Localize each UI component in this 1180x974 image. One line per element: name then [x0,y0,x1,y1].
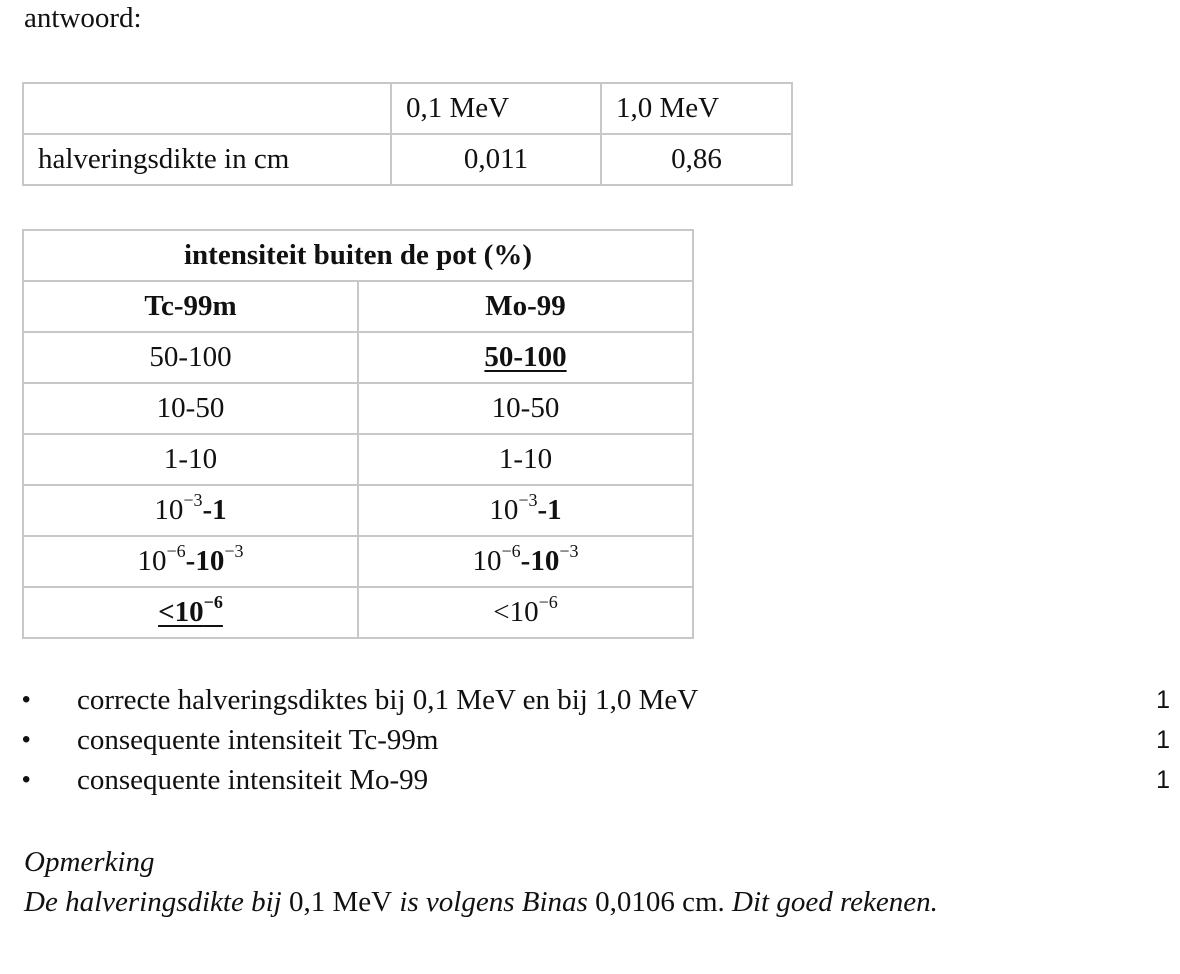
bullet-dot: • [22,766,31,793]
cell-value [492,392,560,424]
cell-base: 50-100 [484,341,567,373]
tc-99m-cell [23,434,358,485]
cell-base: <10 [493,596,539,628]
cell-base: <10 [158,596,204,628]
table-row [23,134,792,185]
cell-base: 10-50 [491,392,560,424]
note-part: 0,1 MeV [288,886,393,918]
mo-99-cell [358,332,693,383]
intensity-table-body [23,332,693,638]
row-label: halveringsdikte in cm [23,134,391,185]
table-title: intensiteit buiten de pot (%) [23,230,693,281]
cell-rest: -1 [202,494,227,526]
cell-exponent: −6 [166,541,186,561]
tc-99m-cell [23,587,358,638]
cell-value [164,443,217,475]
table-header-row [23,281,693,332]
table-header-row [23,83,792,134]
bullet-text: consequente intensiteit Tc-99m [77,724,439,756]
bullet-item [22,682,1172,722]
header-cell-0-1-mev: 0,1 MeV [391,83,601,134]
bullet-score: 1 [1156,766,1170,794]
cell-value [157,392,225,424]
note-part: 0,0106 cm. [595,886,725,918]
cell-rest: -10 [185,545,225,577]
note-title: Opmerking [24,846,155,878]
cell-exponent: −3 [183,490,203,510]
bullet-text: consequente intensiteit Mo-99 [77,764,429,796]
header-cell-empty [23,83,391,134]
bullet-item [22,762,1172,802]
table-row [23,587,693,638]
note-body [24,882,1064,922]
header-cell-1-0-mev: 1,0 MeV [601,83,792,134]
heading: antwoord: [24,2,142,34]
table-row [23,332,693,383]
tc-99m-cell [23,485,358,536]
tc-99m-cell [23,383,358,434]
cell-base: 50-100 [149,341,232,373]
cell-exponent-2: −3 [559,541,579,561]
cell-value [493,592,558,628]
cell-base: 10 [137,545,167,577]
cell-value [484,341,566,373]
halveringsdikte-table [22,82,793,186]
mo-99-cell [358,485,693,536]
cell-exponent: −3 [518,490,538,510]
bullet-score: 1 [1156,686,1170,714]
column-header-tc-99m: Tc-99m [23,281,358,332]
tc-99m-cell [23,536,358,587]
cell-value [158,592,223,628]
mo-99-cell [358,434,693,485]
mo-99-cell [358,587,693,638]
cell-base: 10-50 [156,392,225,424]
cell-base: 10 [154,494,184,526]
cell-base: 1-10 [498,443,553,475]
mo-99-cell [358,383,693,434]
note-part: De halveringsdikte bij [24,886,289,918]
bullet-dot: • [22,686,31,713]
table-row [23,485,693,536]
cell-value [472,541,579,577]
cell-value [149,341,231,373]
table-title-row [23,230,693,281]
cell-exponent: −6 [203,592,223,612]
scoring-list [22,682,1172,802]
bullet-item [22,722,1172,762]
cell-base: 1-10 [163,443,218,475]
bullet-score: 1 [1156,726,1170,754]
cell-value [154,490,227,526]
bullet-dot: • [22,726,31,753]
tc-99m-cell [23,332,358,383]
cell-base: 10 [489,494,519,526]
bullet-text: correcte halveringsdiktes bij 0,1 MeV en bij 1,0 MeV [77,684,699,716]
cell-value [137,541,244,577]
cell-exponent-2: −3 [224,541,244,561]
note-part: is volgens Binas [392,886,596,918]
intensity-table [22,229,694,639]
cell-rest: -10 [520,545,560,577]
cell-exponent: −6 [501,541,521,561]
cell-value [499,443,552,475]
table-row [23,434,693,485]
note-part: Dit goed rekenen. [724,886,938,918]
cell-value [489,490,562,526]
value-cell-1-0-mev: 0,86 [601,134,792,185]
cell-rest: -1 [537,494,562,526]
value-cell-0-1-mev: 0,011 [391,134,601,185]
mo-99-cell [358,536,693,587]
column-header-mo-99: Mo-99 [358,281,693,332]
table-row [23,536,693,587]
table-row [23,383,693,434]
cell-base: 10 [472,545,502,577]
cell-exponent: −6 [538,592,558,612]
note [24,842,1064,922]
